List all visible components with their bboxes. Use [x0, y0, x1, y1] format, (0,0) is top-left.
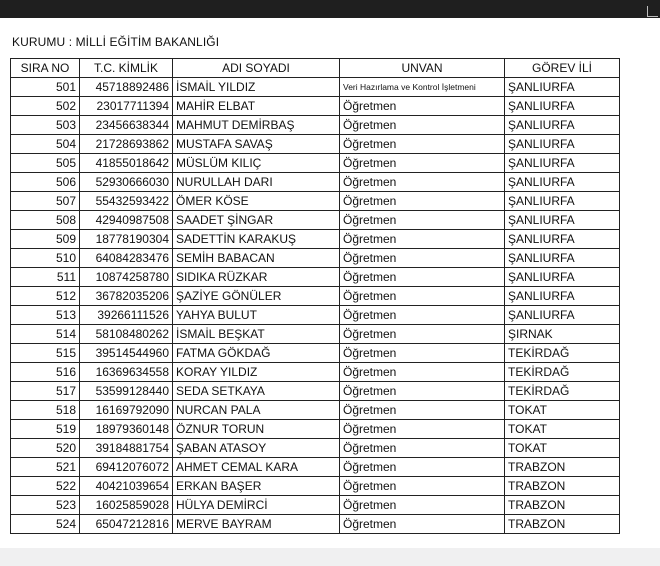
cell-adi-soyadi: İSMAİL YILDIZ [173, 78, 340, 97]
table-row [11, 135, 620, 154]
cell-sira-no: 515 [11, 344, 80, 363]
cell-unvan: Öğretmen [340, 477, 505, 496]
viewer-top-bar [0, 0, 660, 18]
table-row [11, 363, 620, 382]
cell-tc-kimlik: 42940987508 [80, 211, 173, 230]
cell-tc-kimlik: 40421039654 [80, 477, 173, 496]
cell-unvan: Veri Hazırlama ve Kontrol İşletmeni [340, 78, 505, 97]
cell-unvan: Öğretmen [340, 496, 505, 515]
cell-gorev-ili: ŞANLIURFA [505, 154, 620, 173]
cell-gorev-ili: ŞANLIURFA [505, 116, 620, 135]
cell-sira-no: 503 [11, 116, 80, 135]
cell-gorev-ili: TOKAT [505, 439, 620, 458]
cell-gorev-ili: TRABZON [505, 515, 620, 534]
table-row [11, 116, 620, 135]
cell-adi-soyadi: ŞAZİYE GÖNÜLER [173, 287, 340, 306]
cell-sira-no: 520 [11, 439, 80, 458]
roster-table [10, 58, 620, 534]
cell-adi-soyadi: SEDA SETKAYA [173, 382, 340, 401]
table-row [11, 211, 620, 230]
cell-tc-kimlik: 53599128440 [80, 382, 173, 401]
cell-unvan: Öğretmen [340, 116, 505, 135]
cell-gorev-ili: ŞANLIURFA [505, 306, 620, 325]
cell-unvan: Öğretmen [340, 306, 505, 325]
cell-tc-kimlik: 16169792090 [80, 401, 173, 420]
cell-unvan: Öğretmen [340, 325, 505, 344]
cell-tc-kimlik: 18778190304 [80, 230, 173, 249]
cell-gorev-ili: TRABZON [505, 458, 620, 477]
cell-gorev-ili: ŞANLIURFA [505, 192, 620, 211]
table-header-row [11, 59, 620, 78]
table-row [11, 230, 620, 249]
cell-unvan: Öğretmen [340, 135, 505, 154]
cell-adi-soyadi: MAHMUT DEMİRBAŞ [173, 116, 340, 135]
cell-sira-no: 522 [11, 477, 80, 496]
cell-sira-no: 505 [11, 154, 80, 173]
column-header-gorev-ili: GÖREV İLİ [505, 59, 620, 78]
cell-adi-soyadi: SIDIKA RÜZKAR [173, 268, 340, 287]
cell-unvan: Öğretmen [340, 249, 505, 268]
cell-gorev-ili: ŞANLIURFA [505, 78, 620, 97]
cell-tc-kimlik: 58108480262 [80, 325, 173, 344]
table-row [11, 439, 620, 458]
cell-gorev-ili: ŞANLIURFA [505, 97, 620, 116]
cell-sira-no: 513 [11, 306, 80, 325]
cell-sira-no: 508 [11, 211, 80, 230]
cell-unvan: Öğretmen [340, 382, 505, 401]
cell-sira-no: 509 [11, 230, 80, 249]
cell-tc-kimlik: 64084283476 [80, 249, 173, 268]
cell-adi-soyadi: NURULLAH DARI [173, 173, 340, 192]
cell-adi-soyadi: MÜSLÜM KILIÇ [173, 154, 340, 173]
cell-gorev-ili: ŞANLIURFA [505, 211, 620, 230]
cell-unvan: Öğretmen [340, 173, 505, 192]
cell-gorev-ili: TEKİRDAĞ [505, 344, 620, 363]
cell-tc-kimlik: 52930666030 [80, 173, 173, 192]
table-row [11, 192, 620, 211]
cell-tc-kimlik: 69412076072 [80, 458, 173, 477]
table-row [11, 287, 620, 306]
cell-adi-soyadi: YAHYA BULUT [173, 306, 340, 325]
cell-tc-kimlik: 41855018642 [80, 154, 173, 173]
cell-tc-kimlik: 65047212816 [80, 515, 173, 534]
cell-gorev-ili: TOKAT [505, 401, 620, 420]
cell-unvan: Öğretmen [340, 192, 505, 211]
corner-bracket-icon [647, 6, 658, 17]
cell-adi-soyadi: ERKAN BAŞER [173, 477, 340, 496]
table-row [11, 477, 620, 496]
cell-unvan: Öğretmen [340, 363, 505, 382]
cell-adi-soyadi: MERVE BAYRAM [173, 515, 340, 534]
cell-unvan: Öğretmen [340, 97, 505, 116]
cell-gorev-ili: ŞIRNAK [505, 325, 620, 344]
table-row [11, 496, 620, 515]
cell-sira-no: 510 [11, 249, 80, 268]
cell-gorev-ili: TRABZON [505, 477, 620, 496]
table-row [11, 344, 620, 363]
cell-tc-kimlik: 39184881754 [80, 439, 173, 458]
cell-unvan: Öğretmen [340, 268, 505, 287]
table-row [11, 515, 620, 534]
table-row [11, 268, 620, 287]
institution-heading: KURUMU : MİLLİ EĞİTİM BAKANLIĞI [12, 35, 220, 49]
cell-adi-soyadi: FATMA GÖKDAĞ [173, 344, 340, 363]
table-row [11, 249, 620, 268]
cell-adi-soyadi: HÜLYA DEMİRCİ [173, 496, 340, 515]
cell-gorev-ili: TEKİRDAĞ [505, 382, 620, 401]
cell-unvan: Öğretmen [340, 230, 505, 249]
cell-tc-kimlik: 39514544960 [80, 344, 173, 363]
cell-adi-soyadi: ÖZNUR TORUN [173, 420, 340, 439]
cell-tc-kimlik: 21728693862 [80, 135, 173, 154]
cell-adi-soyadi: MAHİR ELBAT [173, 97, 340, 116]
cell-sira-no: 507 [11, 192, 80, 211]
table-row [11, 154, 620, 173]
cell-unvan: Öğretmen [340, 287, 505, 306]
table-row [11, 306, 620, 325]
cell-tc-kimlik: 45718892486 [80, 78, 173, 97]
cell-tc-kimlik: 39266111526 [80, 306, 173, 325]
cell-tc-kimlik: 16369634558 [80, 363, 173, 382]
cell-adi-soyadi: SAADET ŞİNGAR [173, 211, 340, 230]
table-row [11, 173, 620, 192]
cell-adi-soyadi: SEMİH BABACAN [173, 249, 340, 268]
cell-tc-kimlik: 55432593422 [80, 192, 173, 211]
cell-gorev-ili: ŞANLIURFA [505, 230, 620, 249]
cell-tc-kimlik: 23456638344 [80, 116, 173, 135]
cell-unvan: Öğretmen [340, 344, 505, 363]
table-row [11, 420, 620, 439]
cell-tc-kimlik: 10874258780 [80, 268, 173, 287]
cell-sira-no: 511 [11, 268, 80, 287]
cell-sira-no: 523 [11, 496, 80, 515]
cell-adi-soyadi: İSMAİL BEŞKAT [173, 325, 340, 344]
cell-gorev-ili: TRABZON [505, 496, 620, 515]
cell-sira-no: 524 [11, 515, 80, 534]
cell-gorev-ili: TOKAT [505, 420, 620, 439]
cell-adi-soyadi: ŞABAN ATASOY [173, 439, 340, 458]
cell-adi-soyadi: AHMET CEMAL KARA [173, 458, 340, 477]
table-row [11, 325, 620, 344]
cell-adi-soyadi: ÖMER KÖSE [173, 192, 340, 211]
table-row [11, 401, 620, 420]
cell-gorev-ili: ŞANLIURFA [505, 249, 620, 268]
cell-tc-kimlik: 36782035206 [80, 287, 173, 306]
cell-sira-no: 502 [11, 97, 80, 116]
cell-sira-no: 501 [11, 78, 80, 97]
table-row [11, 458, 620, 477]
cell-unvan: Öğretmen [340, 439, 505, 458]
cell-sira-no: 517 [11, 382, 80, 401]
cell-sira-no: 514 [11, 325, 80, 344]
cell-gorev-ili: ŞANLIURFA [505, 173, 620, 192]
cell-tc-kimlik: 16025859028 [80, 496, 173, 515]
cell-adi-soyadi: MUSTAFA SAVAŞ [173, 135, 340, 154]
cell-unvan: Öğretmen [340, 401, 505, 420]
cell-tc-kimlik: 18979360148 [80, 420, 173, 439]
cell-sira-no: 519 [11, 420, 80, 439]
cell-unvan: Öğretmen [340, 515, 505, 534]
cell-gorev-ili: ŞANLIURFA [505, 268, 620, 287]
cell-adi-soyadi: KORAY YILDIZ [173, 363, 340, 382]
column-header-tc-kimlik: T.C. KİMLİK [80, 59, 173, 78]
cell-gorev-ili: TEKİRDAĞ [505, 363, 620, 382]
roster-body [11, 78, 620, 534]
cell-unvan: Öğretmen [340, 458, 505, 477]
cell-sira-no: 512 [11, 287, 80, 306]
cell-unvan: Öğretmen [340, 211, 505, 230]
cell-sira-no: 518 [11, 401, 80, 420]
cell-sira-no: 506 [11, 173, 80, 192]
cell-gorev-ili: ŞANLIURFA [505, 287, 620, 306]
document-page [0, 18, 660, 548]
column-header-unvan: UNVAN [340, 59, 505, 78]
table-row [11, 97, 620, 116]
cell-sira-no: 521 [11, 458, 80, 477]
viewer-bottom-bar [0, 548, 660, 566]
cell-adi-soyadi: NURCAN PALA [173, 401, 340, 420]
column-header-sira-no: SIRA NO [11, 59, 80, 78]
table-row [11, 78, 620, 97]
cell-sira-no: 516 [11, 363, 80, 382]
cell-unvan: Öğretmen [340, 154, 505, 173]
cell-adi-soyadi: SADETTİN KARAKUŞ [173, 230, 340, 249]
column-header-adi-soyadi: ADI SOYADI [173, 59, 340, 78]
cell-unvan: Öğretmen [340, 420, 505, 439]
cell-sira-no: 504 [11, 135, 80, 154]
table-row [11, 382, 620, 401]
cell-gorev-ili: ŞANLIURFA [505, 135, 620, 154]
cell-tc-kimlik: 23017711394 [80, 97, 173, 116]
